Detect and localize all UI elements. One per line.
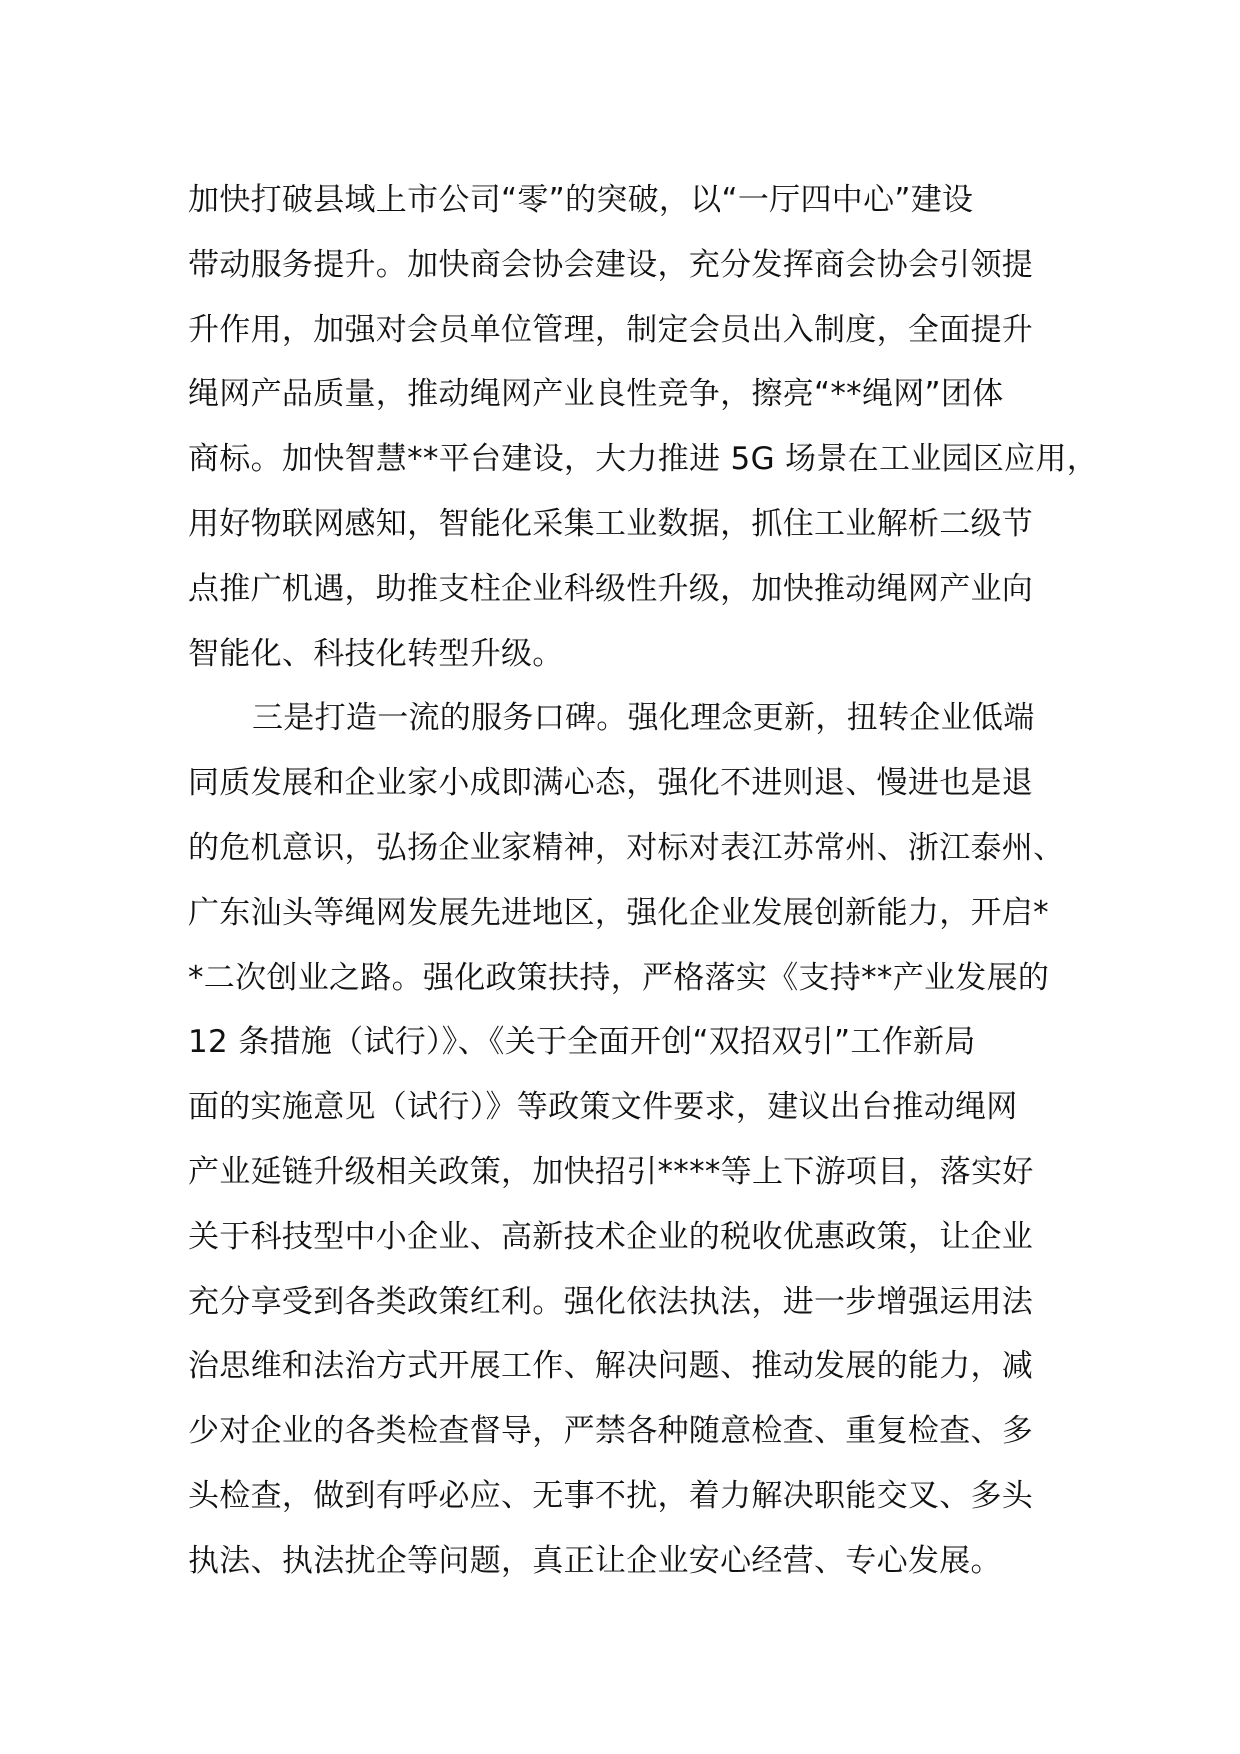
text-line: 治思维和法治方式开展工作、解决问题、推动发展的能力，减: [188, 1348, 1034, 1385]
text-line: 绳网产品质量，推动绳网产业良性竞争，擦亮“**绳网”团体: [188, 376, 1004, 413]
text-line: 的危机意识，弘扬企业家精神，对标对表江苏常州、浙江泰州、: [188, 829, 1065, 866]
text-line: 充分享受到各类政策红利。强化依法执法，进一步增强运用法: [188, 1283, 1034, 1320]
text-line: 面的实施意见（试行）》等政策文件要求，建议出台推动绳网: [188, 1089, 1018, 1126]
text-line: 头检查，做到有呼必应、无事不扰，着力解决职能交叉、多头: [188, 1477, 1034, 1514]
body-text: [188, 168, 1099, 1594]
text-line: 12 条措施（试行）》、《关于全面开创“双招双引”工作新局: [188, 1024, 976, 1061]
text-line: 产业延链升级相关政策，加快招引****等上下游项目，落实好: [188, 1153, 1034, 1190]
text-line: 商标。加快智慧**平台建设，大力推进 5G 场景在工业园区应用，: [188, 441, 1099, 478]
text-line: 同质发展和企业家小成即满心态，强化不进则退、慢进也是退: [188, 765, 1034, 802]
text-line: 执法、执法扰企等问题，真正让企业安心经营、专心发展。: [188, 1542, 1002, 1579]
text-line: 关于科技型中小企业、高新技术企业的税收优惠政策，让企业: [188, 1218, 1034, 1255]
text-line: 点推广机遇，助推支柱企业科级性升级，加快推动绳网产业向: [188, 570, 1034, 607]
text-line: 用好物联网感知，智能化采集工业数据，抓住工业解析二级节: [188, 505, 1034, 542]
paragraph-first-line: 三是打造一流的服务口碑。强化理念更新，扭转企业低端: [252, 700, 1035, 737]
text-line: 升作用，加强对会员单位管理，制定会员出入制度，全面提升: [188, 311, 1034, 348]
text-line: 加快打破县域上市公司“零”的突破，以“一厅四中心”建设: [188, 182, 974, 218]
text-line: 少对企业的各类检查督导，严禁各种随意检查、重复检查、多: [188, 1413, 1034, 1450]
text-line: 广东汕头等绳网发展先进地区，强化企业发展创新能力，开启*: [188, 894, 1049, 931]
text-line: 带动服务提升。加快商会协会建设，充分发挥商会协会引领提: [188, 246, 1034, 283]
text-line: 智能化、科技化转型升级。: [188, 635, 564, 672]
text-line: *二次创业之路。强化政策扶持，严格落实《支持**产业发展的: [188, 959, 1050, 996]
